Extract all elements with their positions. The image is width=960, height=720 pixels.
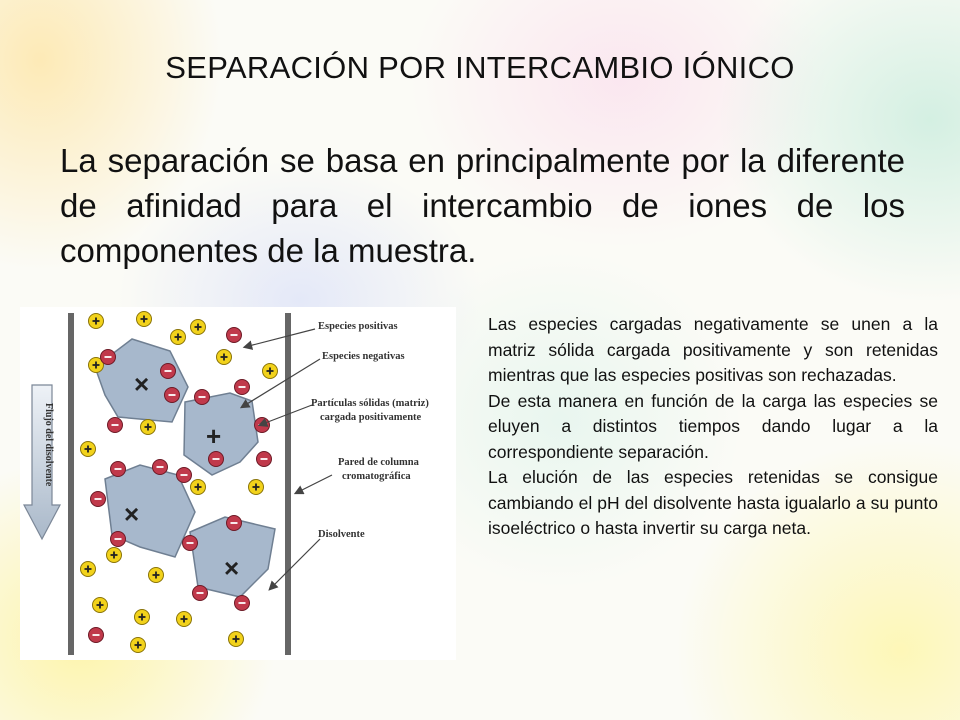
label-matrix-line1: Partículas sólidas (matriz) [311, 398, 429, 409]
label-wall-line2: cromatográfica [342, 471, 411, 482]
label-solvent: Disolvente [318, 529, 365, 540]
particle-charge-symbol: × [124, 499, 140, 529]
column-wall-left [68, 313, 74, 655]
particle-charge-symbol: × [224, 553, 240, 583]
column-wall-right [285, 313, 291, 655]
label-arrow [242, 359, 320, 407]
flow-label: Flujo del disolvente [43, 403, 54, 487]
description-paragraph-2: De esta manera en función de la carga las especies se eluyen a distintos tiempos dando lugar a la correspondiente separación. [488, 390, 938, 462]
ion-exchange-diagram [20, 307, 456, 660]
label-negative-species: Especies negativas [322, 351, 405, 362]
particle-charge-symbol: × [134, 369, 150, 399]
label-matrix-line2: cargada positivamente [320, 412, 422, 423]
slide-title: SEPARACIÓN POR INTERCAMBIO IÓNICO [165, 50, 795, 85]
label-wall-line1: Pared de columna [338, 457, 419, 468]
label-arrow [245, 329, 315, 347]
label-positive-species: Especies positivas [318, 321, 398, 332]
description-paragraph-3: La elución de las especies retenidas se consigue cambiando el pH del disolvente hasta igualarlo a su punto isoeléctrico o hasta invertir su carga neta. [488, 467, 938, 538]
diagram-svg [20, 307, 456, 660]
label-arrow [270, 539, 320, 589]
description-paragraph-1: Las especies cargadas negativamente se unen a la matriz sólida cargada positivamente y son retenidas mientras que las especies positivas son rechazadas. [488, 314, 938, 385]
label-arrow [296, 475, 332, 493]
intro-text: La separación se basa en principalmente por la diferente de afinidad para el intercambio de iones de los componentes de la muestra. [60, 142, 905, 269]
description-block [488, 312, 938, 542]
particle-charge-symbol: + [206, 421, 222, 451]
